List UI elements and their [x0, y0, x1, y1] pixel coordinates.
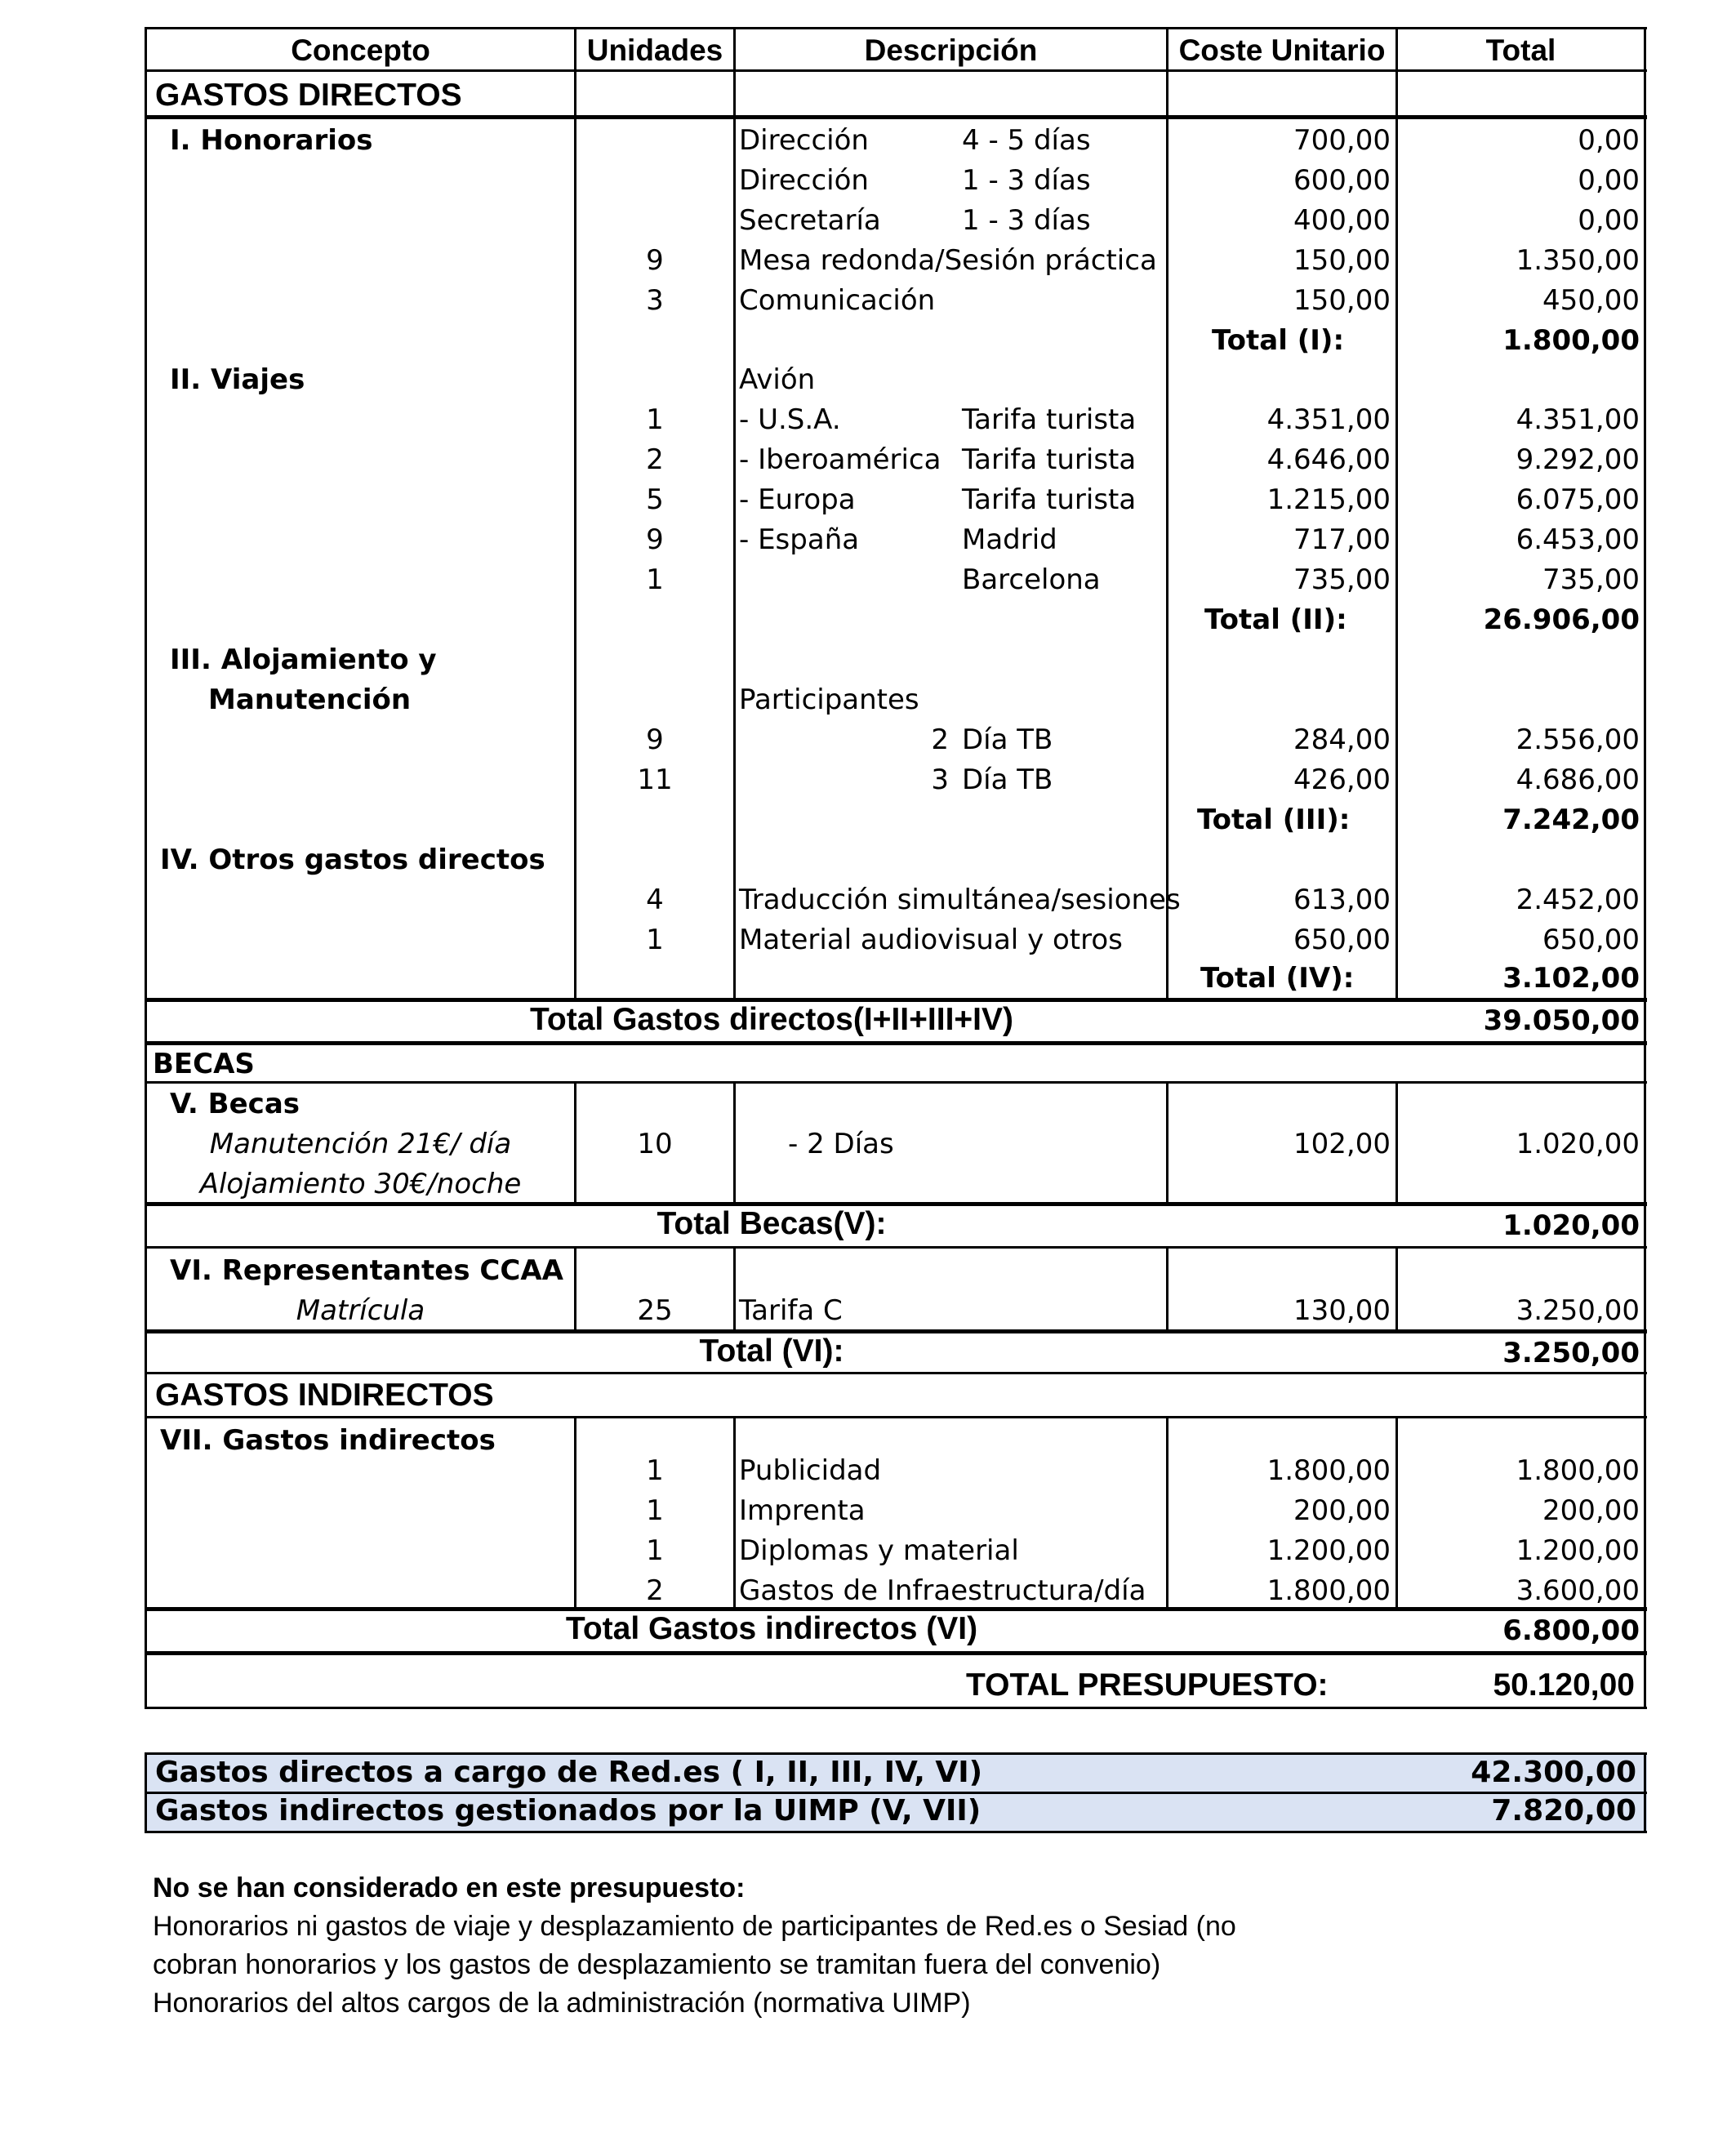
- row-total: 650,00: [1542, 924, 1640, 956]
- row-unit-cost: 700,00: [1293, 124, 1391, 157]
- category-label-honorarios: I. Honorarios: [170, 124, 373, 157]
- row-detail: Barcelona: [962, 563, 1101, 596]
- row-unit-cost: 130,00: [1293, 1294, 1391, 1327]
- subtotal-value: 1.800,00: [1502, 324, 1640, 357]
- notes-line: cobran honorarios y los gastos de desplazamiento se tramitan fuera del convenio): [153, 1949, 1161, 1980]
- category-label-becas: V. Becas: [170, 1088, 300, 1120]
- row-unit-cost: 4.646,00: [1266, 443, 1391, 476]
- rule: [145, 115, 1647, 119]
- row-units: 5: [646, 483, 664, 516]
- rule: [145, 1372, 1647, 1374]
- total-ccaa-label: Total (VI):: [699, 1333, 844, 1369]
- row-unit-cost: 735,00: [1293, 563, 1391, 596]
- total-ccaa-value: 3.250,00: [1502, 1337, 1640, 1369]
- row-description: - U.S.A.: [739, 403, 841, 436]
- row-unit-cost: 600,00: [1293, 164, 1391, 197]
- row-description: Traducción simultánea/sesiones: [739, 884, 1181, 916]
- row-unit-cost: 200,00: [1293, 1494, 1391, 1527]
- row-detail: Tarifa turista: [962, 403, 1137, 436]
- rule: [145, 1707, 1647, 1709]
- row-detail: Día TB: [962, 764, 1053, 796]
- category-label-manutencion: Manutención: [208, 683, 412, 716]
- rule: [145, 69, 1647, 72]
- row-description: Tarifa C: [739, 1294, 843, 1327]
- row-unit-cost: 1.200,00: [1266, 1534, 1391, 1567]
- row-description: Mesa redonda/Sesión práctica: [739, 244, 1157, 277]
- row-units: 25: [637, 1294, 673, 1327]
- row-units: 9: [646, 723, 664, 756]
- row-total: 1.800,00: [1516, 1454, 1640, 1487]
- subtotal-value: 3.102,00: [1502, 962, 1640, 995]
- category-label-viajes: II. Viajes: [170, 363, 305, 396]
- section-title-becas: BECAS: [153, 1048, 255, 1080]
- row-unit-cost: 150,00: [1293, 244, 1391, 277]
- row-description: - España: [739, 523, 860, 556]
- row-total: 3.600,00: [1516, 1574, 1640, 1607]
- row-total: 2.452,00: [1516, 884, 1640, 916]
- rule: [145, 1651, 1647, 1655]
- row-total: 200,00: [1542, 1494, 1640, 1527]
- row-description: Participantes: [739, 683, 919, 716]
- row-unit-cost: 1.800,00: [1266, 1454, 1391, 1487]
- row-unit-cost: 1.215,00: [1266, 483, 1391, 516]
- row-total: 1.350,00: [1516, 244, 1640, 277]
- row-total: 0,00: [1578, 124, 1640, 157]
- row-total: 0,00: [1578, 204, 1640, 237]
- row-unit-cost: 1.800,00: [1266, 1574, 1391, 1607]
- row-unit-cost: 650,00: [1293, 924, 1391, 956]
- becas-sub-manutencion: Manutención 21€/ día: [209, 1128, 512, 1160]
- rule: [145, 27, 147, 1709]
- subtotal-label: Total (I):: [1212, 324, 1345, 357]
- row-description: - 2 Días: [788, 1128, 894, 1160]
- total-presupuesto-label: TOTAL PRESUPUESTO:: [966, 1667, 1329, 1703]
- row-total: 0,00: [1578, 164, 1640, 197]
- column-header-concepto: Concepto: [291, 33, 430, 67]
- rule: [145, 1041, 1647, 1045]
- column-header-unidades: Unidades: [586, 33, 723, 67]
- rule: [733, 1081, 736, 1204]
- notes-title: No se han considerado en este presupuesto:: [153, 1872, 746, 1903]
- row-total: 6.453,00: [1516, 523, 1640, 556]
- row-units: 4: [646, 884, 664, 916]
- becas-sub-alojamiento: Alojamiento 30€/noche: [199, 1168, 522, 1200]
- row-unit-cost: 613,00: [1293, 884, 1391, 916]
- category-label-otros: IV. Otros gastos directos: [160, 844, 545, 876]
- row-unit-cost: 284,00: [1293, 723, 1391, 756]
- notes-line: Honorarios ni gastos de viaje y desplazamiento de participantes de Red.es o Sesiad (no: [153, 1911, 1236, 1942]
- total-directos-value: 39.050,00: [1483, 1004, 1640, 1037]
- row-description: Diplomas y material: [739, 1534, 1019, 1567]
- total-directos-label: Total Gastos directos(I+II+III+IV): [529, 1002, 1014, 1037]
- rule: [145, 1246, 1647, 1249]
- total-becas-label: Total Becas(V):: [657, 1206, 887, 1241]
- total-indirectos-label: Total Gastos indirectos (VI): [565, 1611, 978, 1646]
- rule: [733, 1246, 736, 1331]
- summary-label: Gastos indirectos gestionados por la UIMP (V, VII): [155, 1794, 982, 1828]
- row-unit-cost: 717,00: [1293, 523, 1391, 556]
- summary-label: Gastos directos a cargo de Red.es ( I, II, III, IV, VI): [155, 1756, 983, 1789]
- row-total: 3.250,00: [1516, 1294, 1640, 1327]
- row-unit-cost: 150,00: [1293, 284, 1391, 317]
- row-description: Secretaría: [739, 204, 881, 237]
- section-title-gastos-directos: GASTOS DIRECTOS: [155, 78, 462, 113]
- row-description: Comunicación: [739, 284, 936, 317]
- row-detail: Madrid: [962, 523, 1057, 556]
- row-units: 9: [646, 523, 664, 556]
- row-units: 1: [646, 924, 664, 956]
- summary-value: 7.820,00: [1491, 1794, 1636, 1828]
- row-description: - Europa: [739, 483, 856, 516]
- ccaa-sub-matricula: Matrícula: [296, 1294, 425, 1327]
- row-total: 9.292,00: [1516, 443, 1640, 476]
- row-total: 735,00: [1542, 563, 1640, 596]
- total-presupuesto-value: 50.120,00: [1493, 1667, 1635, 1703]
- row-units: 2: [646, 443, 664, 476]
- row-units: 2: [646, 1574, 664, 1607]
- row-description: Avión: [739, 363, 816, 396]
- row-total: 1.200,00: [1516, 1534, 1640, 1567]
- subtotal-label: Total (IV):: [1200, 962, 1355, 995]
- row-units: 1: [646, 1494, 664, 1527]
- row-unit-cost: 426,00: [1293, 764, 1391, 796]
- total-indirectos-value: 6.800,00: [1502, 1614, 1640, 1647]
- row-description: Publicidad: [739, 1454, 882, 1487]
- subtotal-value: 7.242,00: [1502, 804, 1640, 836]
- row-description: Dirección: [739, 124, 869, 157]
- column-header-descripcion: Descripción: [864, 33, 1038, 67]
- row-total: 1.020,00: [1516, 1128, 1640, 1160]
- row-units: 1: [646, 1534, 664, 1567]
- row-units: 1: [646, 403, 664, 436]
- rule: [145, 27, 1647, 29]
- section-title-gastos-indirectos: GASTOS INDIRECTOS: [155, 1378, 494, 1413]
- row-unit-cost: 400,00: [1293, 204, 1391, 237]
- row-detail: 4 - 5 días: [962, 124, 1091, 157]
- subtotal-label: Total (III):: [1197, 804, 1351, 836]
- row-description: Imprenta: [739, 1494, 866, 1527]
- row-units: 9: [646, 244, 664, 277]
- row-description: Gastos de Infraestructura/día: [739, 1574, 1146, 1607]
- row-total: 2.556,00: [1516, 723, 1640, 756]
- row-detail: Día TB: [962, 723, 1053, 756]
- category-label-ccaa: VI. Representantes CCAA: [170, 1254, 563, 1287]
- row-unit-cost: 4.351,00: [1266, 403, 1391, 436]
- category-label-alojamiento: III. Alojamiento y: [170, 643, 437, 676]
- column-header-coste: Coste Unitario: [1178, 33, 1386, 67]
- row-detail: 1 - 3 días: [962, 164, 1091, 197]
- rule: [145, 1752, 147, 1833]
- notes-line: Honorarios del altos cargos de la administración (normativa UIMP): [153, 1988, 971, 2019]
- row-detail: Tarifa turista: [962, 443, 1137, 476]
- row-units: 1: [646, 563, 664, 596]
- row-detail: Tarifa turista: [962, 483, 1137, 516]
- rule: [733, 1416, 736, 1609]
- row-days: 2: [931, 723, 949, 756]
- row-description: Dirección: [739, 164, 869, 197]
- row-units: 11: [637, 764, 673, 796]
- column-header-total: Total: [1485, 33, 1556, 67]
- row-total: 4.686,00: [1516, 764, 1640, 796]
- row-total: 450,00: [1542, 284, 1640, 317]
- summary-value: 42.300,00: [1471, 1756, 1636, 1789]
- rule: [145, 1416, 1647, 1418]
- rule: [145, 1081, 1647, 1084]
- rule: [145, 1831, 1647, 1833]
- rule: [1644, 1752, 1646, 1833]
- row-units: 10: [637, 1128, 673, 1160]
- row-total: 4.351,00: [1516, 403, 1640, 436]
- subtotal-value: 26.906,00: [1483, 603, 1640, 636]
- category-label-indirectos: VII. Gastos indirectos: [160, 1424, 496, 1457]
- row-description: Material audiovisual y otros: [739, 924, 1123, 956]
- row-description: - Iberoamérica: [739, 443, 941, 476]
- row-units: 3: [646, 284, 664, 317]
- total-becas-value: 1.020,00: [1502, 1209, 1640, 1242]
- rule: [1644, 27, 1646, 1709]
- rule: [733, 27, 736, 1000]
- row-units: 1: [646, 1454, 664, 1487]
- row-unit-cost: 102,00: [1293, 1128, 1391, 1160]
- row-total: 6.075,00: [1516, 483, 1640, 516]
- row-detail: 1 - 3 días: [962, 204, 1091, 237]
- subtotal-label: Total (II):: [1204, 603, 1347, 636]
- row-days: 3: [931, 764, 949, 796]
